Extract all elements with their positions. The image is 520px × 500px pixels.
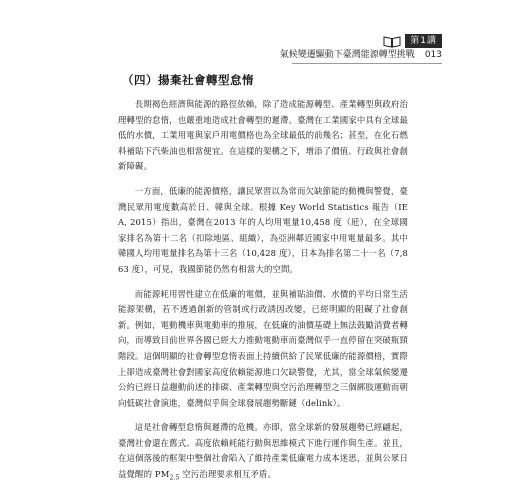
paragraph-3: 而能源耗用習性建立在低廉的電價，並與補貼油價、水價的平均日常生活能源架構，若不透過創新的管制或行政誘因改變，已經明顯的阻礙了社會創新。例如，電動機車與電動車的推展，在低廉的油價基礎上無法鼓勵消費者轉向，而導致目前世界各國已經大力推動電動車而臺灣似乎一直停留在突破瓶頸階段。這個明顯的社會轉型怠惰表面上持續供給了民眾低廉的能源價格，實際上卻造成臺灣社會對國家高度依賴能源進口欠缺警覺，尤其，當全球氣候變遷公約已經日益趨動前述的排碳、產業轉型與空污治理轉型之三個綁肢運動而朝向低碳社會演進，臺灣似乎與全球發展趨勢斷鏈（delink）。	[118, 288, 408, 408]
pm-label: PM	[154, 469, 170, 480]
running-header	[280, 34, 442, 60]
paragraph-2: 一方面，低廉的能源價格，讓民眾習以為常而欠缺節能的動機與警覺，臺灣民眾用電度數高於日、韓與全球。根據 Key World Statistics 報告（IEA, 2015）指出，臺灣在2013 年的人均用電量10,458 度（瓩），在全球國家排名為第十二名（扣除地區、組織），為亞洲鄰近國家中用電量最多。其中韓國人均用電量排名為第十三名（10,428 度），日本為排名第二十一名（7,863 度），可見，我國節能仍然有相當大的空間。	[118, 185, 408, 274]
open-book-icon	[383, 35, 401, 48]
book-title: 氣候變遷驅動下臺灣能源轉型挑戰	[279, 50, 415, 60]
paragraph-1: 長期褐色經濟與能源的路徑依賴，除了造成能源轉型、產業轉型與政府治理轉型的怠惰，也嚴重地造成社會轉型的遲滯。臺灣在工業國家中具有全球最低的水價，工業用電與家戶用電價格也為全球最低的前幾名；甚至，在化石燃料補貼下汽柴油也相當便宜。在這樣的架構之下，增添了價值、行政與社會創新障礙。	[118, 99, 408, 172]
chapter-row	[280, 34, 442, 48]
header-rule	[292, 63, 442, 64]
pm-subscript: 2.5	[169, 474, 180, 482]
page-number: 013	[424, 50, 442, 60]
paragraph-4: 這是社會轉型怠惰與遲滯的危機。亦即，當全球新的發展趨勢已經翩起，臺灣社會還在舊式、高度依賴耗能行動與思維模式下進行運作與生產。並且，在這個落後的框架中整個社會陷入了維持產業低廉電力成本迷思，並與公眾日益覺醒的 $PM_{2.5}$ 空污治理要求相互矛盾。	[118, 422, 408, 482]
chapter-badge: 第1講	[405, 34, 442, 48]
header-title-row	[280, 51, 442, 60]
section-heading: （四）揚棄社會轉型怠惰	[122, 73, 254, 87]
body-content	[118, 72, 408, 492]
